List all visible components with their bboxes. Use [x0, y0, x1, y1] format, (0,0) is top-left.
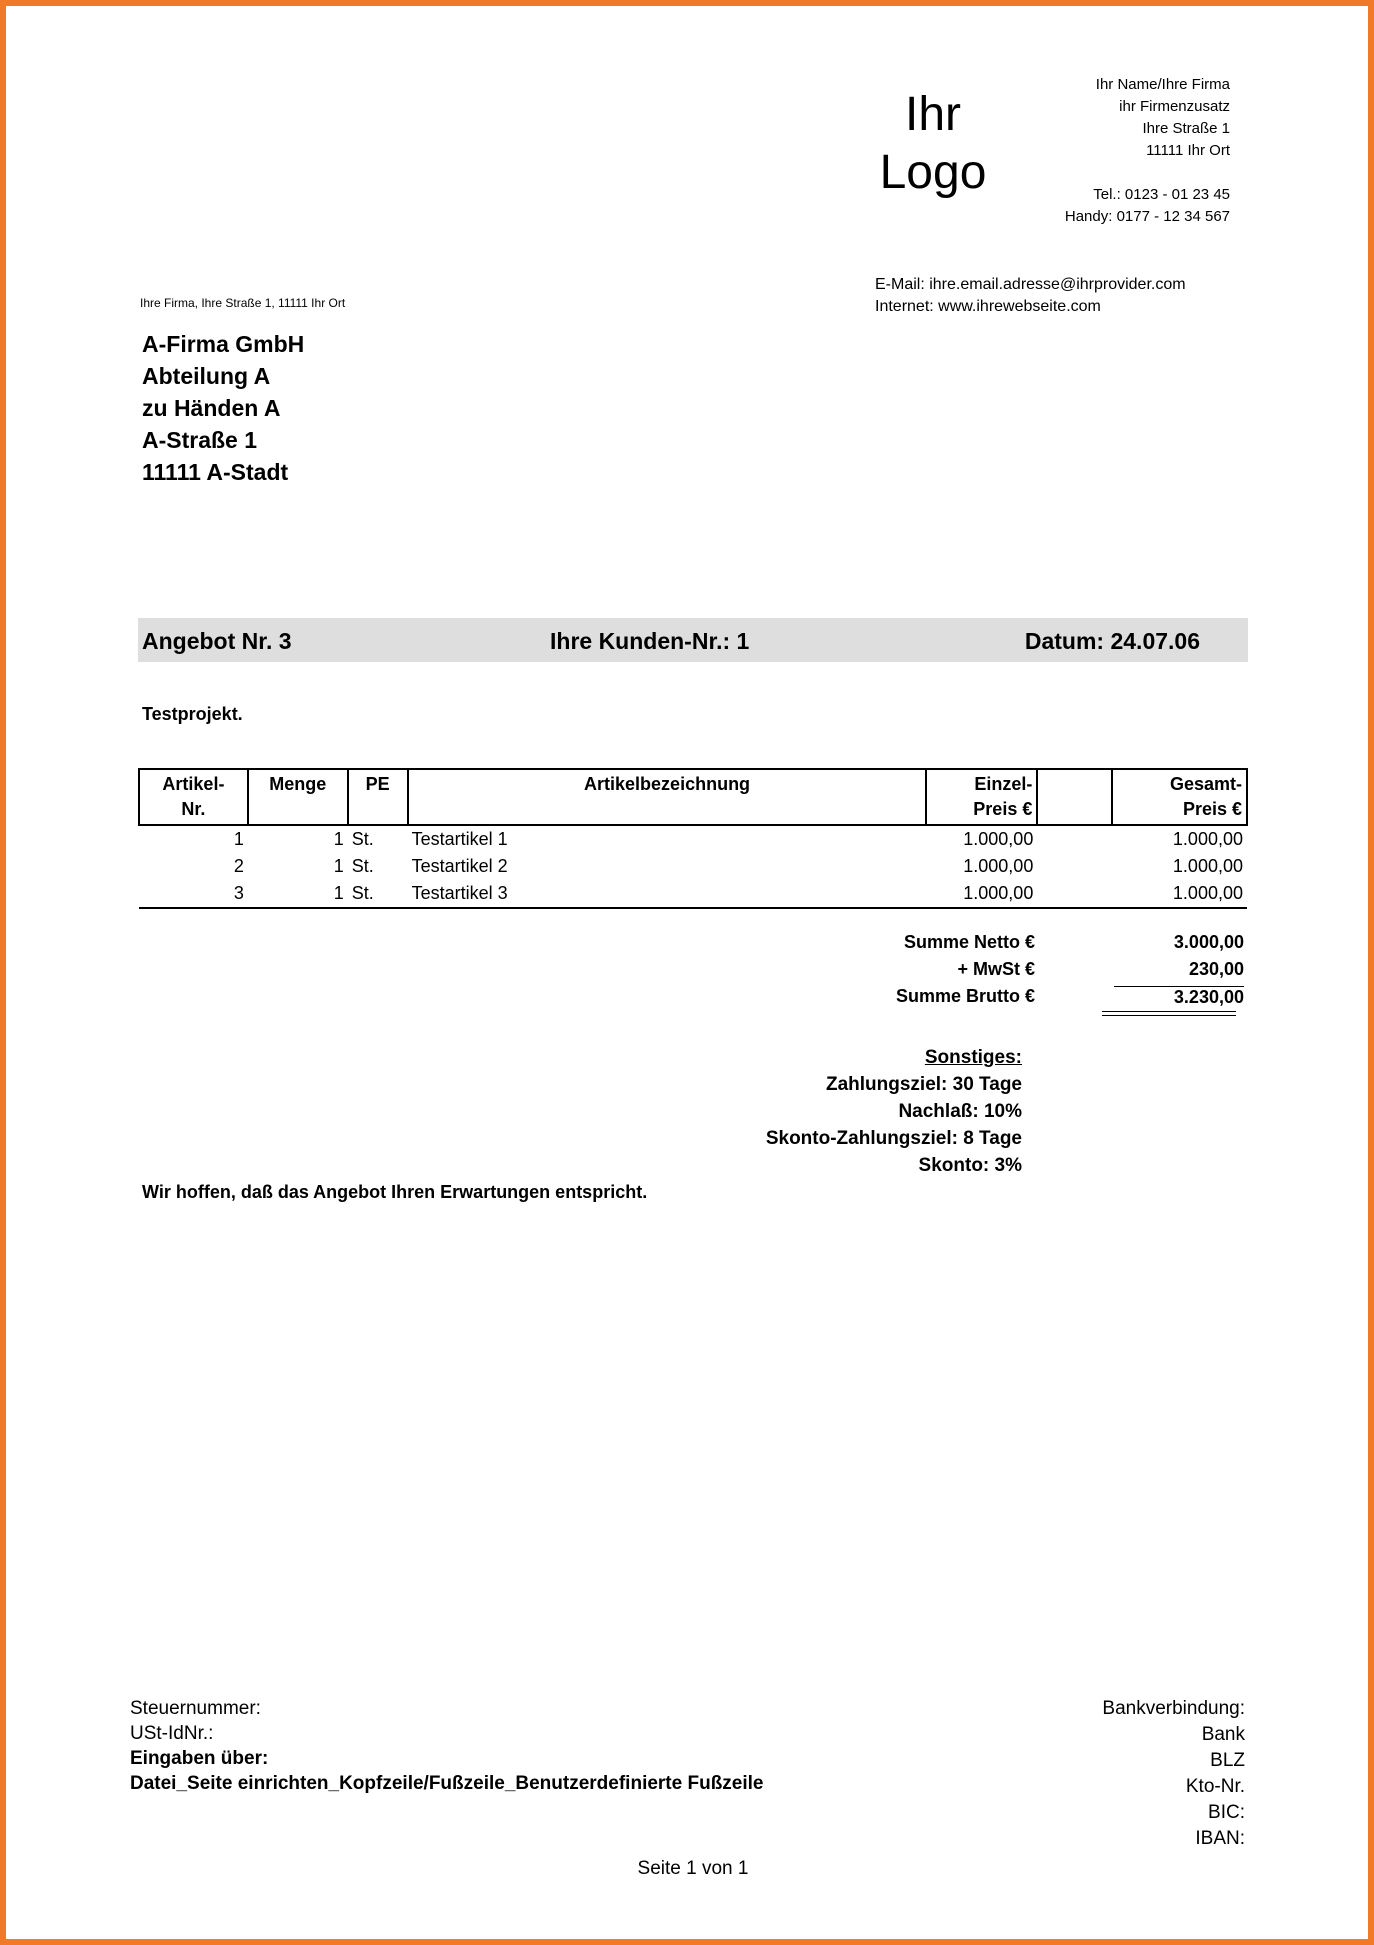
skonto-term: Skonto-Zahlungsziel: 8 Tage [765, 1128, 1022, 1149]
col-header-article-no: Artikel- Nr. [139, 769, 248, 825]
company-suffix: ihr Firmenzusatz [1119, 98, 1230, 115]
skonto: Skonto: 3% [918, 1155, 1022, 1176]
brutto-value: 3.230,00 [1114, 986, 1244, 1008]
discount: Nachlaß: 10% [898, 1101, 1022, 1122]
company-city: 11111 Ihr Ort [1146, 142, 1230, 159]
tax-number: Steuernummer: [130, 1698, 261, 1719]
recipient-line-1: A-Firma GmbH [142, 331, 305, 357]
company-address-block [1065, 74, 1230, 228]
footer-left [130, 1696, 764, 1796]
col-header-unit: PE [348, 769, 408, 825]
cell-unit-price: 1.000,00 [963, 856, 1034, 876]
cell-unit-price: 1.000,00 [963, 829, 1034, 849]
table-header-row [139, 769, 1247, 825]
table-row [139, 825, 1247, 853]
page-number: Seite 1 von 1 [637, 1858, 749, 1879]
col-header-unit-price: Einzel- Preis € [926, 769, 1037, 825]
col-header-description: Artikelbezeichnung [408, 769, 927, 825]
misc-heading: Sonstiges: [924, 1047, 1022, 1068]
cell-quantity: 1 [333, 856, 344, 876]
recipient-line-2: Abteilung A [142, 363, 271, 389]
company-street: Ihre Straße 1 [1142, 120, 1230, 137]
misc-conditions [766, 1044, 1022, 1179]
col-header-blank [1037, 769, 1112, 825]
cell-unit: St. [348, 880, 408, 908]
table-row [139, 880, 1247, 908]
cell-unit-price: 1.000,00 [926, 880, 1037, 908]
logo-line-2: Logo [879, 146, 987, 199]
company-email: E-Mail: ihre.email.adresse@ihrprovider.com [875, 276, 1186, 293]
cell-blank [1037, 880, 1112, 908]
company-name: Ihr Name/Ihre Firma [1095, 76, 1230, 93]
cell-article-no: 1 [233, 829, 244, 849]
sender-return-line: Ihre Firma, Ihre Straße 1, 11111 Ihr Ort [140, 296, 346, 310]
cell-article-no: 3 [139, 880, 248, 908]
mwst-value: 230,00 [1188, 959, 1244, 979]
cell-description: Testartikel 3 [408, 880, 927, 908]
cell-blank [1037, 825, 1112, 853]
offer-date: Datum: 24.07.06 [1024, 628, 1200, 654]
bank-blz: BLZ [1210, 1750, 1245, 1771]
bank-heading: Bankverbindung: [1102, 1698, 1245, 1719]
cell-article-no: 2 [233, 856, 244, 876]
totals-block [706, 932, 1248, 1013]
cell-quantity: 1 [333, 829, 344, 849]
recipient-address [142, 328, 304, 488]
bank-name: Bank [1201, 1724, 1245, 1745]
cell-total-price: 1.000,00 [1172, 829, 1243, 849]
offer-number: Angebot Nr. 3 [142, 628, 292, 654]
project-title: Testprojekt. [142, 704, 243, 724]
spacer [1065, 162, 1230, 184]
company-website: Internet: www.ihrewebseite.com [875, 298, 1101, 315]
cell-description: Testartikel 1 [411, 829, 508, 849]
offer-header-bar [138, 618, 1248, 662]
cell-blank [1037, 853, 1112, 880]
items-table [138, 768, 1248, 909]
mwst-label: + MwSt € [957, 959, 1035, 979]
recipient-line-4: A-Straße 1 [142, 427, 258, 453]
cell-quantity: 1 [248, 880, 348, 908]
cell-total-price: 1.000,00 [1172, 856, 1243, 876]
recipient-line-3: zu Händen A [142, 395, 281, 421]
totals-brutto-row [706, 986, 1248, 1013]
table-row [139, 853, 1247, 880]
input-label: Eingaben über: [130, 1748, 269, 1769]
bank-account: Kto-Nr. [1185, 1776, 1245, 1797]
col-header-quantity: Menge [248, 769, 348, 825]
company-mobile: Handy: 0177 - 12 34 567 [1064, 208, 1230, 225]
vat-id: USt-IdNr.: [130, 1723, 214, 1744]
cell-unit: St. [351, 829, 374, 849]
cell-total-price: 1.000,00 [1112, 880, 1247, 908]
brutto-label: Summe Brutto € [895, 986, 1035, 1006]
cell-unit: St. [351, 856, 374, 876]
company-phone: Tel.: 0123 - 01 23 45 [1093, 186, 1230, 203]
customer-number: Ihre Kunden-Nr.: 1 [550, 628, 750, 654]
recipient-line-5: 11111 A-Stadt [142, 459, 289, 485]
logo-placeholder [868, 86, 998, 202]
totals-netto-row [706, 932, 1248, 959]
input-path: Datei_Seite einrichten_Kopfzeile/Fußzeile_Benutzerdefinierte Fußzeile [130, 1773, 764, 1794]
logo-line-1: Ihr [904, 88, 961, 141]
totals-mwst-row [706, 959, 1248, 986]
bank-bic: BIC: [1208, 1802, 1245, 1823]
closing-sentence: Wir hoffen, daß das Angebot Ihren Erwartungen entspricht. [142, 1182, 648, 1202]
col-header-total-price: Gesamt- Preis € [1112, 769, 1247, 825]
netto-value: 3.000,00 [1173, 932, 1244, 952]
payment-term: Zahlungsziel: 30 Tage [825, 1074, 1022, 1095]
company-contact-block [875, 274, 1186, 318]
footer-bank-details [1102, 1696, 1245, 1852]
bank-iban: IBAN: [1195, 1828, 1245, 1849]
cell-description: Testartikel 2 [411, 856, 508, 876]
total-double-underline [1102, 1011, 1236, 1016]
netto-label: Summe Netto € [903, 932, 1035, 952]
